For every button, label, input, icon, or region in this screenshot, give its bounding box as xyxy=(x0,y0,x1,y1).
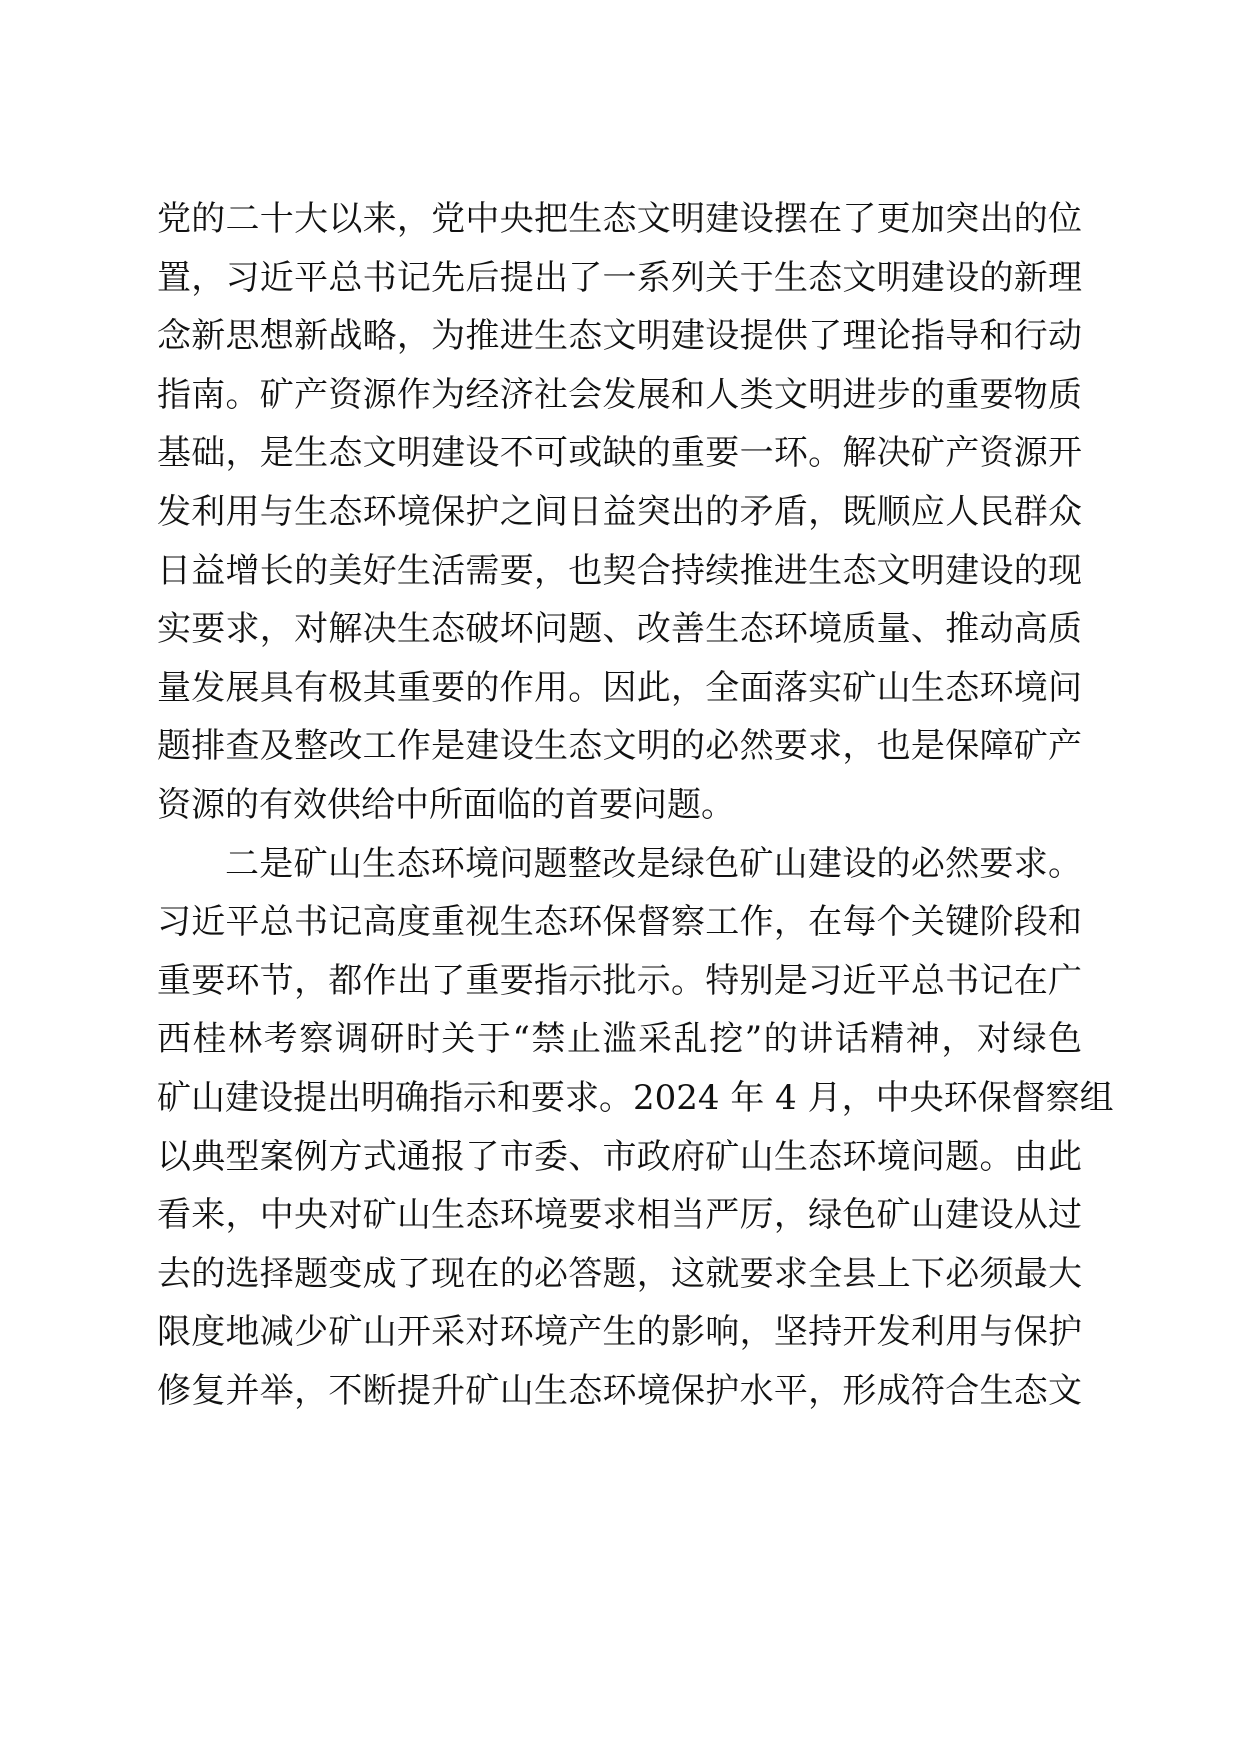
text-line: 限度地减少矿山开采对环境产生的影响，坚持开发利用与保护 xyxy=(157,1312,1082,1353)
text-line: 量发展具有极其重要的作用。因此，全面落实矿山生态环境问 xyxy=(157,667,1082,708)
text-line: 西桂林考察调研时关于“禁止滥采乱挖”的讲话精神，对绿色 xyxy=(157,1019,1082,1060)
text-line: 念新思想新战略，为推进生态文明建设提供了理论指导和行动 xyxy=(157,316,1082,357)
text-line: 资源的有效供给中所面临的首要问题。 xyxy=(157,784,735,825)
text-line: 发利用与生态环境保护之间日益突出的矛盾，既顺应人民群众 xyxy=(157,491,1082,532)
text-line: 以典型案例方式通报了市委、市政府矿山生态环境问题。由此 xyxy=(157,1136,1082,1177)
text-line: 修复并举，不断提升矿山生态环境保护水平，形成符合生态文 xyxy=(157,1370,1082,1411)
text-line: 看来，中央对矿山生态环境要求相当严厉，绿色矿山建设从过 xyxy=(157,1195,1082,1236)
text-line: 题排查及整改工作是建设生态文明的必然要求，也是保障矿产 xyxy=(157,726,1082,767)
text-line: 实要求，对解决生态破坏问题、改善生态环境质量、推动高质 xyxy=(157,609,1082,650)
body-text xyxy=(157,190,1114,1420)
text-line: 习近平总书记高度重视生态环保督察工作，在每个关键阶段和 xyxy=(157,902,1082,943)
text-line: 去的选择题变成了现在的必答题，这就要求全县上下必须最大 xyxy=(157,1253,1082,1294)
text-line: 党的二十大以来，党中央把生态文明建设摆在了更加突出的位 xyxy=(157,199,1082,239)
paragraph-2 xyxy=(157,835,1114,1421)
text-line: 基础，是生态文明建设不可或缺的重要一环。解决矿产资源开 xyxy=(157,433,1082,474)
text-line: 二是矿山生态环境问题整改是绿色矿山建设的必然要求。 xyxy=(225,843,1082,884)
text-line: 置，习近平总书记先后提出了一系列关于生态文明建设的新理 xyxy=(157,257,1082,298)
text-line: 矿山建设提出明确指示和要求。2024 年 4 月，中央环保督察组 xyxy=(157,1077,1114,1118)
text-line: 重要环节，都作出了重要指示批示。特别是习近平总书记在广 xyxy=(157,960,1082,1001)
text-line: 指南。矿产资源作为经济社会发展和人类文明进步的重要物质 xyxy=(157,374,1082,415)
text-line: 日益增长的美好生活需要，也契合持续推进生态文明建设的现 xyxy=(157,550,1082,591)
paragraph-1 xyxy=(157,190,1082,835)
